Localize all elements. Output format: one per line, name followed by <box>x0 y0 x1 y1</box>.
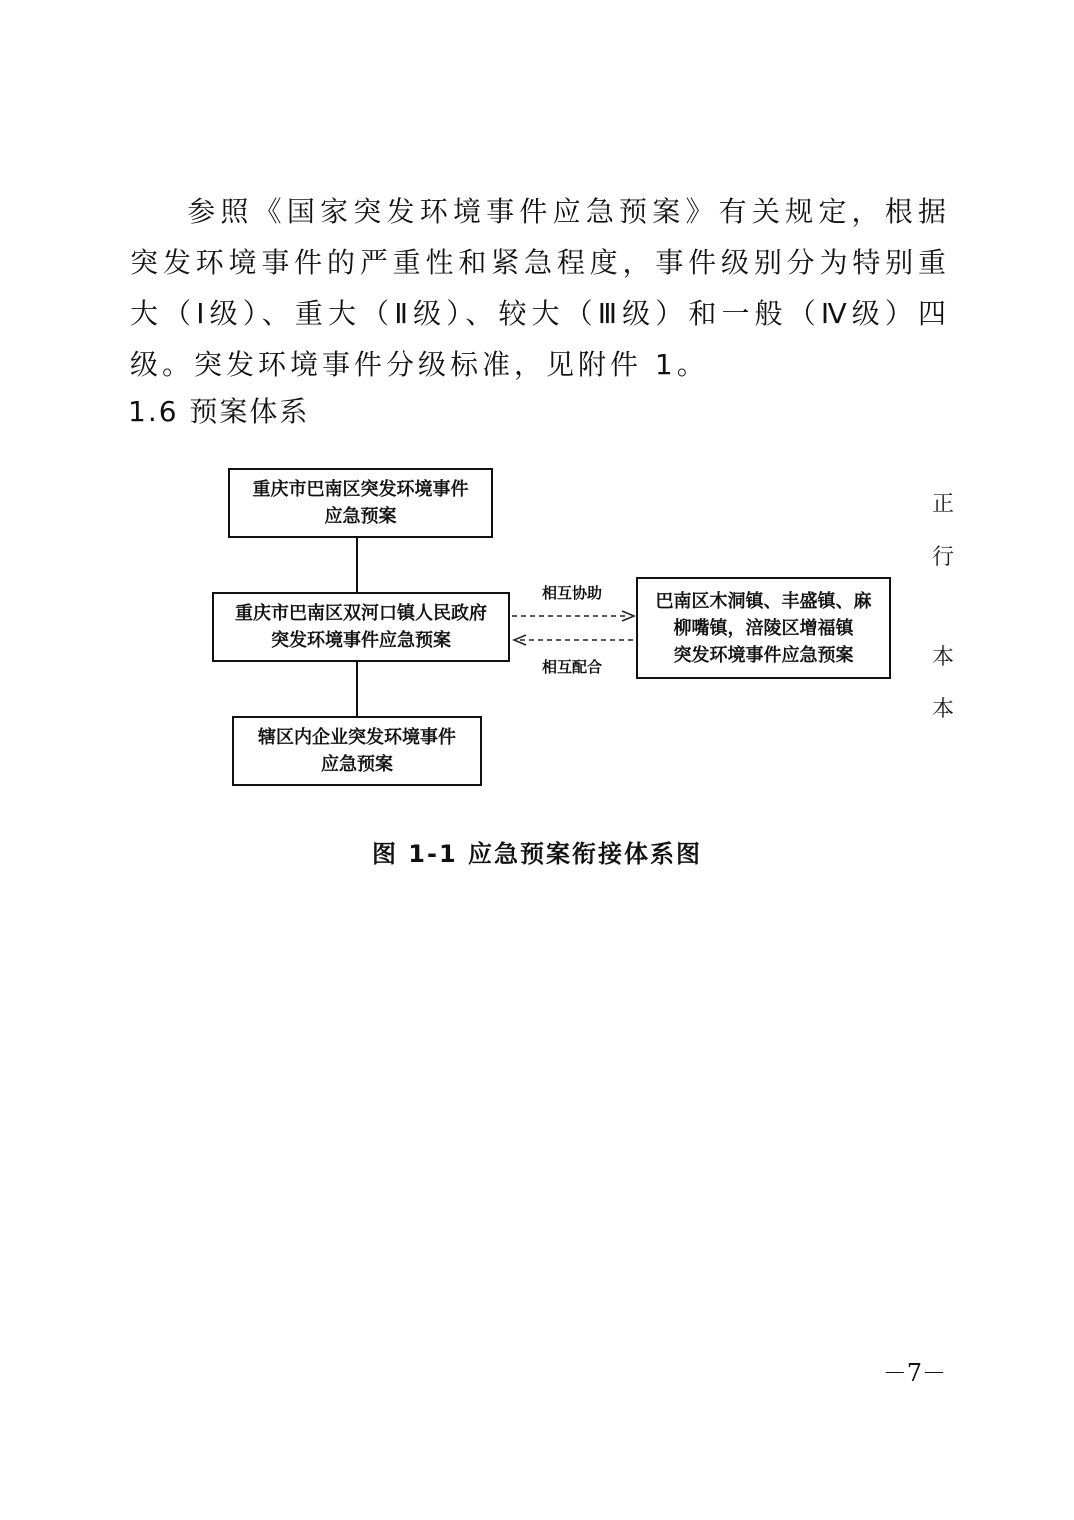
body-paragraph <box>130 186 950 390</box>
middle-plan-box: 重庆市巴南区双河口镇人民政府 突发环境事件应急预案 <box>212 592 510 662</box>
edge-fragment: 本 <box>932 697 955 722</box>
arrow-label-cooperate: 相互配合 <box>542 658 603 676</box>
dashed-arrows <box>510 600 638 660</box>
connector-top-middle <box>356 538 358 592</box>
bottom-plan-box: 辖区内企业突发环境事件 应急预案 <box>232 716 482 786</box>
edge-fragment: 行 <box>932 545 955 570</box>
page-number: －7－ <box>882 1359 946 1387</box>
edge-fragment: 正 <box>932 492 955 517</box>
right-plan-box: 巴南区木洞镇、丰盛镇、麻 柳嘴镇，涪陵区增福镇 突发环境事件应急预案 <box>636 577 891 679</box>
section-heading: 1.6 预案体系 <box>128 395 310 428</box>
arrow-label-assist: 相互协助 <box>542 584 603 602</box>
paragraph-text: 参照《国家突发环境事件应急预案》有关规定，根据突发环境事件的严重性和紧急程度，事件级别分为特别重大（Ⅰ级）、重大（Ⅱ级）、较大（Ⅲ级）和一般（Ⅳ级）四级。突发环境事件分级标准，见附件 1。 <box>130 195 950 381</box>
edge-fragment: 本 <box>932 645 955 670</box>
top-plan-box: 重庆市巴南区突发环境事件 应急预案 <box>228 468 493 538</box>
connector-middle-bottom <box>356 662 358 716</box>
figure-caption: 图 1-1 应急预案衔接体系图 <box>371 840 703 868</box>
